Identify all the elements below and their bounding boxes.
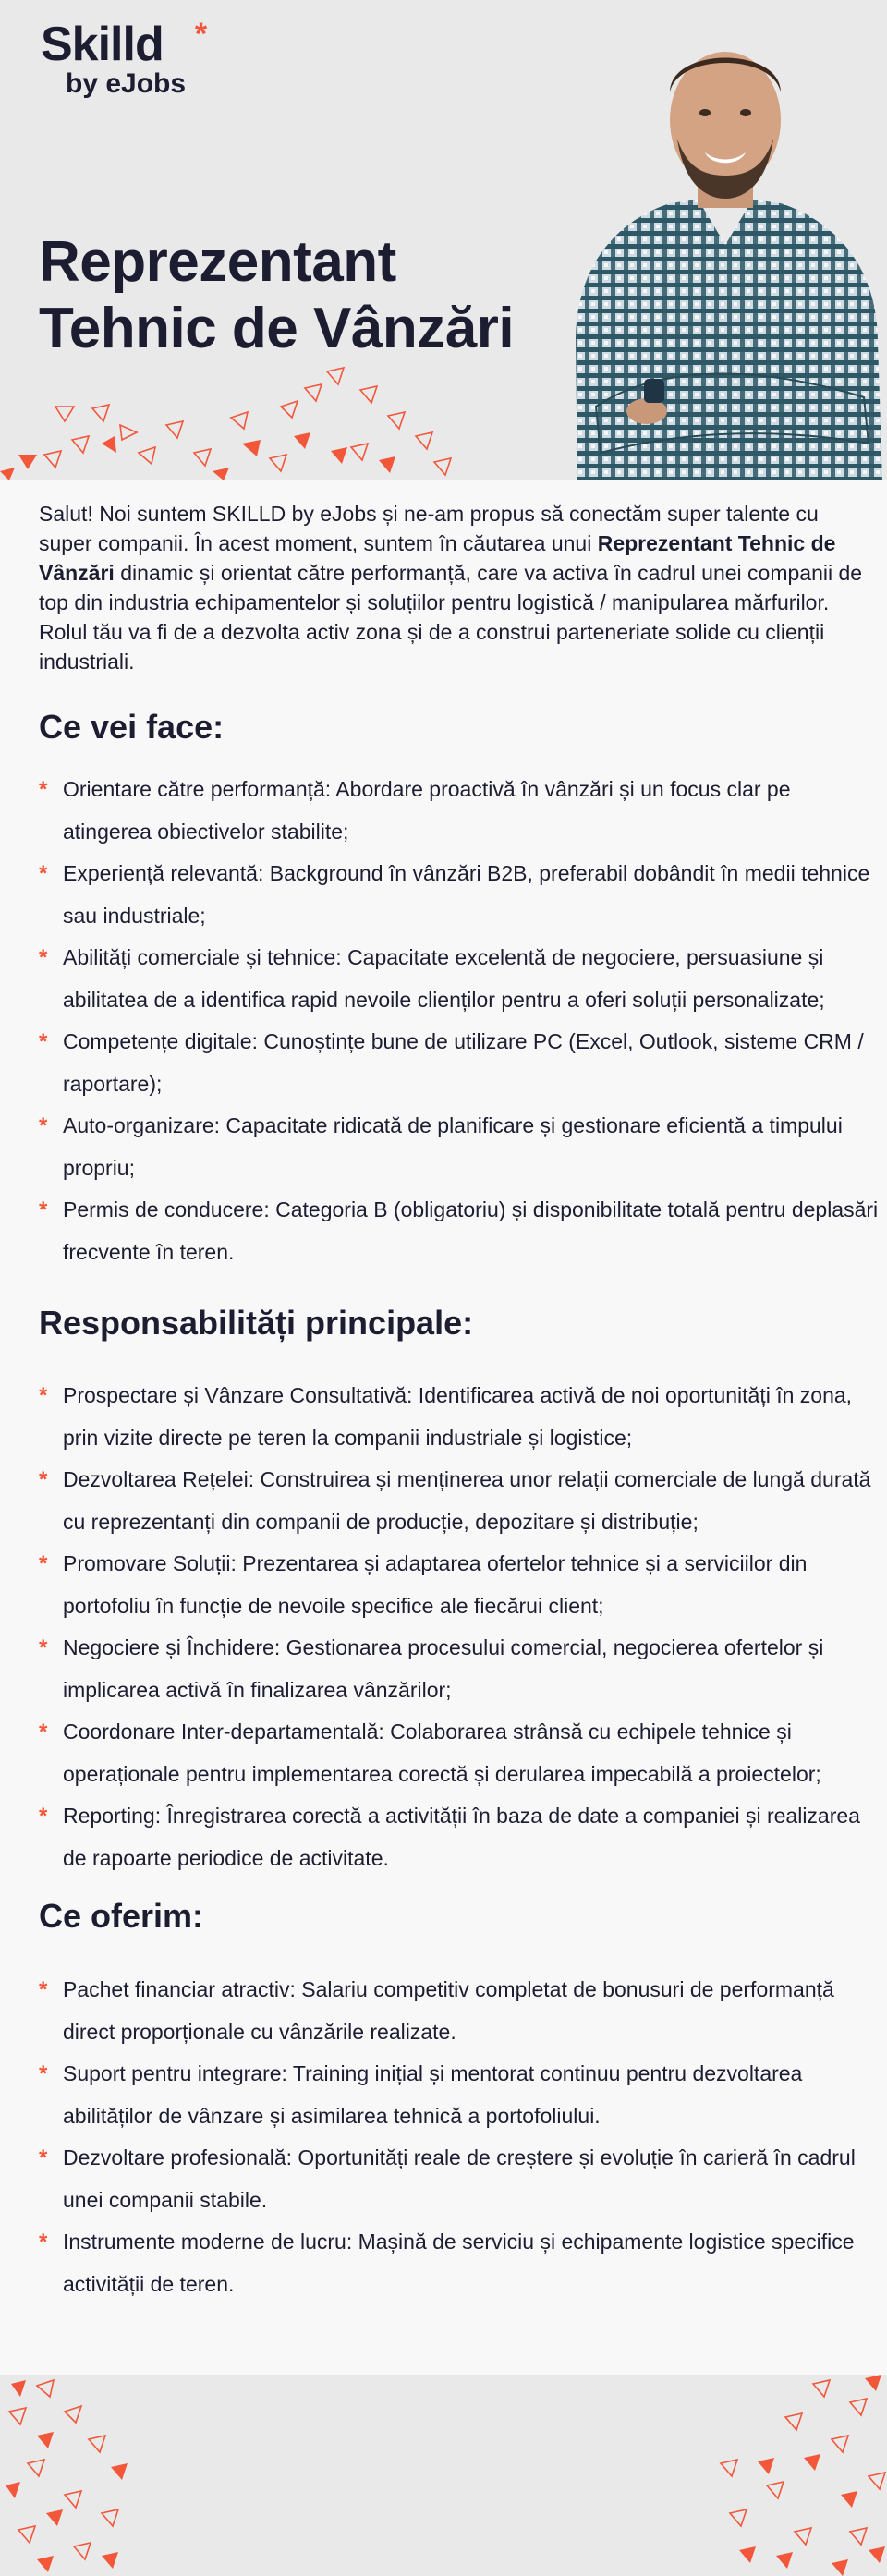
triangle-pattern-icon <box>0 351 480 480</box>
asterisk-bullet-icon: * <box>39 1635 48 1660</box>
triangle-pattern-right-icon <box>702 2375 887 2576</box>
list-item: * Negociere și Închidere: Gestionarea procesului comercial, negocierea ofertelor și implicarea activă în finalizarea vânzărilor; <box>39 1627 880 1711</box>
logo-subtitle: by eJobs <box>66 68 187 99</box>
list-item: * Dezvoltarea Rețelei: Construirea și menținerea unor relații comerciale de lungă durată cu reprezentanți din companii de producție, depozitare și distribuție; <box>39 1459 880 1543</box>
list-item: * Permis de conducere: Categoria B (obligatoriu) și disponibilitate totală pentru deplasări frecvente în teren. <box>39 1189 880 1273</box>
man-portrait-photo <box>559 37 887 480</box>
asterisk-bullet-icon: * <box>39 2145 48 2170</box>
asterisk-bullet-icon: * <box>39 1467 48 1492</box>
asterisk-bullet-icon: * <box>39 1977 48 2002</box>
list-item: * Promovare Soluții: Prezentarea și adaptarea ofertelor tehnice și a serviciilor din portofoliu în funcție de nevoile specifice ale fiecărui client; <box>39 1543 880 1627</box>
list-item: * Instrumente moderne de lucru: Mașină de serviciu și echipamente logistice specifice activității de teren. <box>39 2221 887 2305</box>
list-item: * Orientare către performanță: Abordare proactivă în vânzări și un focus clar pe atingerea obiectivelor stabilite; <box>39 769 880 853</box>
section-title-what-you-do: Ce vei face: <box>39 708 225 746</box>
asterisk-bullet-icon: * <box>39 2230 48 2254</box>
intro-section <box>39 499 870 676</box>
list-item: * Experiență relevantă: Background în vânzări B2B, preferabil dobândit în medii tehnice sau industriale; <box>39 853 880 937</box>
asterisk-bullet-icon: * <box>39 1029 48 1054</box>
logo-star-icon: * <box>194 17 207 52</box>
what-you-do-list <box>39 769 880 1273</box>
list-item: * Auto-organizare: Capacitate ridicată de planificare și gestionare eficientă a timpului propriu; <box>39 1105 880 1189</box>
asterisk-bullet-icon: * <box>39 1804 48 1829</box>
asterisk-bullet-icon: * <box>39 945 48 970</box>
page-title: Reprezentant Tehnic de Vânzări <box>39 230 515 360</box>
asterisk-bullet-icon: * <box>39 1383 48 1408</box>
footer-decoration <box>0 2375 887 2576</box>
asterisk-bullet-icon: * <box>39 1113 48 1138</box>
list-item: * Competențe digitale: Cunoștințe bune de utilizare PC (Excel, Outlook, sisteme CRM / raportare); <box>39 1021 880 1105</box>
list-item: * Dezvoltare profesională: Oportunități reale de creștere și evoluție în carieră în cadrul unei companii stabile. <box>39 2137 887 2221</box>
asterisk-bullet-icon: * <box>39 2061 48 2086</box>
asterisk-bullet-icon: * <box>39 1197 48 1222</box>
list-item: * Pachet financiar atractiv: Salariu competitiv completat de bonusuri de performanță direct proporționale cu vânzările realizate. <box>39 1969 887 2053</box>
asterisk-bullet-icon: * <box>39 777 48 802</box>
responsibilities-list <box>39 1375 880 1879</box>
logo-wordmark: Skilld * <box>41 17 207 71</box>
asterisk-bullet-icon: * <box>39 861 48 886</box>
we-offer-list <box>39 1969 887 2305</box>
list-item: * Abilități comerciale și tehnice: Capacitate excelentă de negociere, persuasiune și abilitatea de a identifica rapid nevoile clienților pentru a oferi soluții personalizate; <box>39 937 880 1021</box>
intro-paragraph: Salut! Noi suntem SKILLD by eJobs și ne-am propus să conectăm super talente cu super companii. În acest moment, suntem în căutarea unui Reprezentant Tehnic de Vânzări dinamic și orientat către performanță, care va activa în cadrul unei companii de top din industria echipamentelor și soluțiilor pentru logistică / manipularea mărfurilor. Rolul tău va fi de a dezvolta activ zona și de a construi parteneriate solide cu clienții industriali. <box>39 502 863 674</box>
skilld-logo <box>41 17 207 99</box>
asterisk-bullet-icon: * <box>39 1551 48 1576</box>
hero-banner <box>0 0 887 480</box>
list-item: * Reporting: Înregistrarea corectă a activității în baza de date a companiei și realizarea de rapoarte periodice de activitate. <box>39 1795 880 1879</box>
section-title-we-offer: Ce oferim: <box>39 1897 204 1935</box>
list-item: * Coordonare Inter-departamentală: Colaborarea strânsă cu echipele tehnice și operaționale pentru implementarea corectă și derularea impecabilă a proiectelor; <box>39 1711 880 1795</box>
triangle-pattern-left-icon <box>0 2375 148 2576</box>
list-item: * Prospectare și Vânzare Consultativă: Identificarea activă de noi oportunități în zona, prin vizite directe pe teren la companii industriale și logistice; <box>39 1375 880 1459</box>
list-item: * Suport pentru integrare: Training inițial și mentorat continuu pentru dezvoltarea abilităților de vânzare și asimilarea tehnică a portofoliului. <box>39 2053 887 2137</box>
asterisk-bullet-icon: * <box>39 1719 48 1744</box>
section-title-responsibilities: Responsabilități principale: <box>39 1304 474 1342</box>
